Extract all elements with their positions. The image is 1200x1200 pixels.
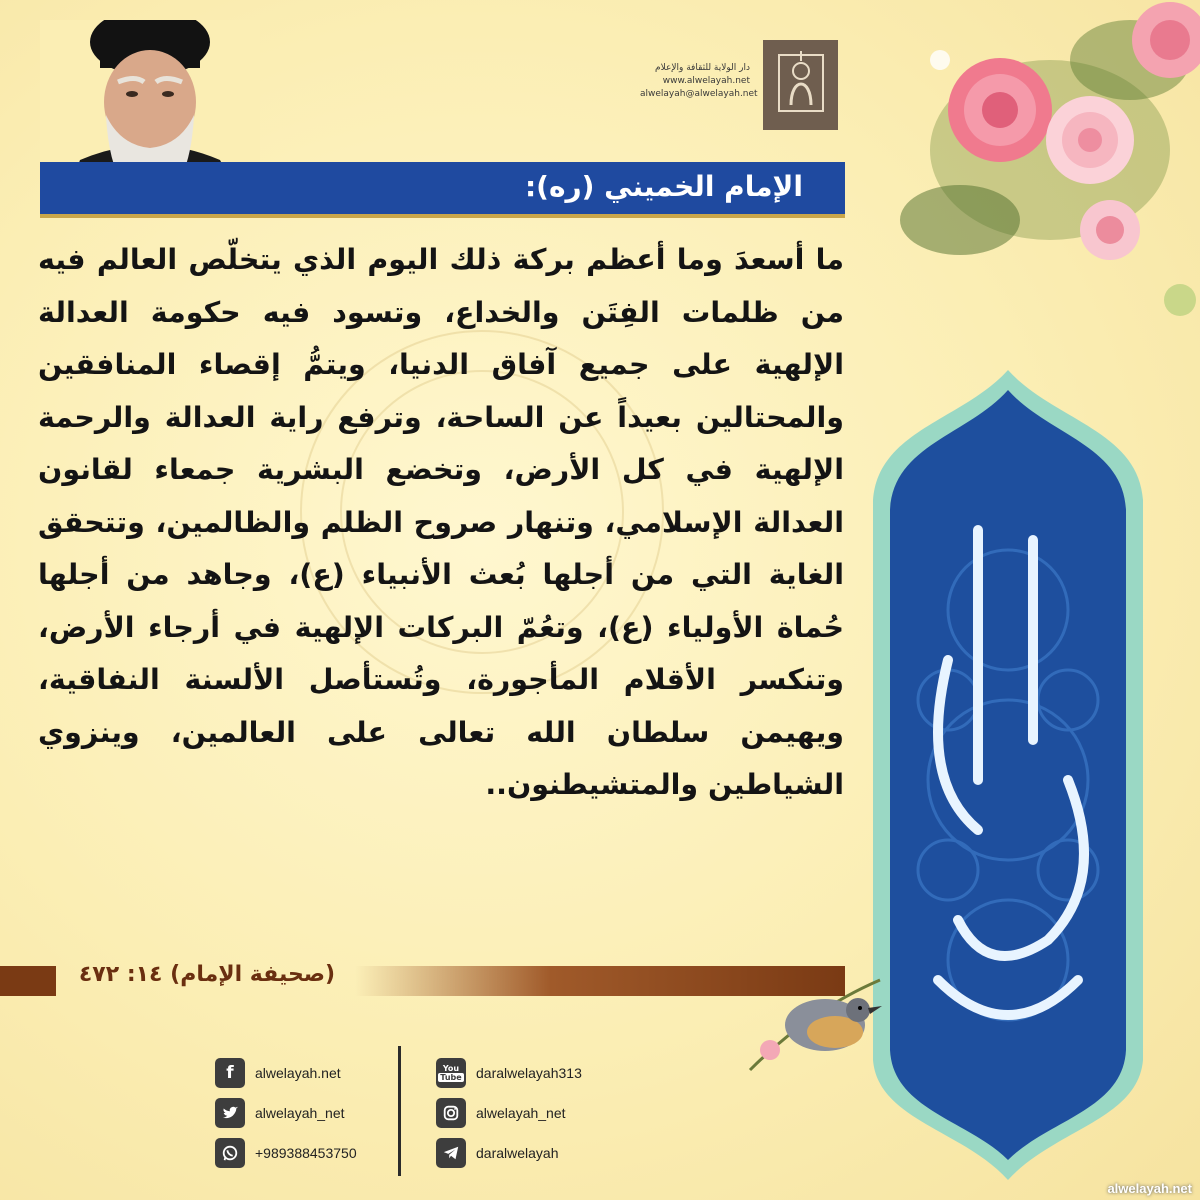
telegram-icon	[436, 1138, 466, 1168]
source-citation: (صحيفة الإمام) ١٤: ٤٧٢	[78, 962, 336, 987]
social-twitter[interactable]	[215, 1098, 345, 1128]
footer-url[interactable]: alwelayah.net	[1107, 1181, 1192, 1196]
publisher-name: دار الولاية للثقافة والإعلام	[655, 63, 750, 73]
youtube-badge-top: You	[442, 1064, 460, 1073]
whatsapp-number: +989388453750	[255, 1145, 357, 1161]
flower-decoration	[880, 0, 1200, 340]
calligraphy-arch	[858, 360, 1158, 1190]
instagram-handle: alwelayah_net	[476, 1105, 566, 1121]
social-whatsapp[interactable]	[215, 1138, 357, 1168]
author-title: الإمام الخميني (ره):	[524, 170, 803, 203]
whatsapp-icon	[215, 1138, 245, 1168]
social-instagram[interactable]	[436, 1098, 566, 1128]
facebook-icon: f	[215, 1058, 245, 1088]
source-bar-left	[0, 966, 56, 996]
facebook-handle: alwelayah.net	[255, 1065, 341, 1081]
source-bar-right	[355, 966, 845, 996]
quote-text: ما أسعدَ وما أعظم بركة ذلك اليوم الذي يتخلّص العالم فيه من ظلمات الفِتَن والخداع، وتسود فيه حكومة العدالة الإلهية على جميع آفاق الدنيا، ويتمُّ إقصاء المنافقين والمحتالين بعيداً عن الساحة، وترفع راية العدالة والرحمة الإلهية في كل الأرض، وتخضع البشرية جمعاء لقانون العدالة الإسلامي، وتنهار صروح الظلم والظالمين، وتتحقق الغاية التي من أجلها بُعث الأنبياء (ع)، وجاهد من أجلها حُماة الأولياء (ع)، وتعُمّ البركات الإلهية في أرجاء الأرض، وتنكسر الأقلام المأجورة، وتُستأصل الألسنة النفاقية، ويهيمن سلطان الله تعالى على العالمين، وينزوي الشياطين والمتشيطنون..	[38, 243, 844, 801]
publisher-info	[640, 62, 758, 101]
twitter-handle: alwelayah_net	[255, 1105, 345, 1121]
youtube-handle: daralwelayah313	[476, 1065, 582, 1081]
telegram-handle: daralwelayah	[476, 1145, 559, 1161]
twitter-icon	[215, 1098, 245, 1128]
social-telegram[interactable]	[436, 1138, 559, 1168]
instagram-icon	[436, 1098, 466, 1128]
publisher-logo	[763, 40, 838, 130]
publisher-email: alwelayah@alwelayah.net	[640, 89, 758, 99]
social-facebook[interactable]	[215, 1058, 341, 1088]
youtube-icon	[436, 1058, 466, 1088]
social-youtube[interactable]	[436, 1058, 582, 1088]
title-banner	[40, 162, 845, 218]
publisher-website: www.alwelayah.net	[662, 76, 750, 86]
calligraphy-logo-icon	[771, 47, 831, 123]
social-divider	[398, 1046, 401, 1176]
youtube-badge-bottom: Tube	[440, 1073, 462, 1082]
